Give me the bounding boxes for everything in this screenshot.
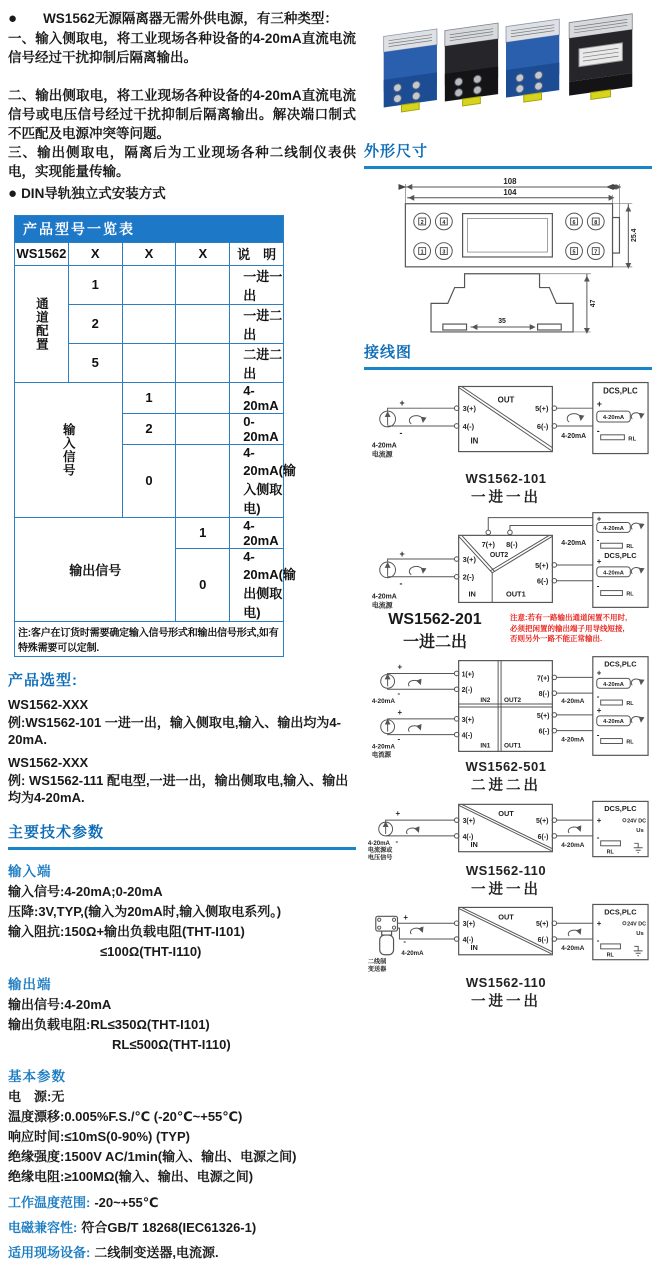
terminal-label: 5(+) bbox=[536, 712, 550, 720]
terminal-number: 5 bbox=[572, 249, 576, 256]
extra-label: 适用现场设备: bbox=[8, 1244, 91, 1260]
minus-sign: - bbox=[399, 578, 403, 589]
empty-cell bbox=[122, 265, 176, 304]
terminal-label: 3(+) bbox=[462, 554, 476, 564]
digit-cell: 2 bbox=[68, 304, 122, 343]
terminal-label: 5(+) bbox=[535, 560, 549, 570]
terminal-label: 6(-) bbox=[537, 936, 549, 944]
terminal-label: 4(-) bbox=[462, 936, 474, 944]
digit-cell: 1 bbox=[68, 265, 122, 304]
source-label: 4-20mA bbox=[367, 839, 390, 847]
terminal-label: 8(-) bbox=[506, 540, 518, 550]
extra-line bbox=[8, 1192, 356, 1211]
plus-sign: + bbox=[397, 707, 403, 717]
source-label: 电压信号 bbox=[367, 854, 393, 862]
source-label: 电流源 bbox=[371, 751, 392, 759]
source-label: 电流源 bbox=[371, 451, 393, 459]
current-source-symbol bbox=[372, 549, 423, 609]
terminal-label: 6(-) bbox=[536, 576, 549, 586]
in2-label: IN2 bbox=[480, 697, 491, 705]
tech-title: 主要技术参数 bbox=[8, 821, 356, 850]
source-label: 变送器 bbox=[367, 966, 387, 974]
wiring-diagram-110a bbox=[360, 798, 652, 899]
desc-cell: 4-20mA(输出侧取电) bbox=[230, 548, 284, 621]
rl-label: RL bbox=[606, 849, 614, 856]
intro-item-2: 二、输出侧取电，将工业现场各种设备的4-20mA直流电流信号或电压信号经过干扰抑制后隔离输出。解决端口制式不匹配及电源冲突等问题。 bbox=[8, 87, 356, 141]
plus-sign: + bbox=[596, 919, 602, 929]
wiring-diagram-201 bbox=[360, 511, 652, 652]
terminal-number: 6 bbox=[572, 219, 576, 226]
diagram-caption bbox=[360, 611, 510, 652]
terminal-number: 3 bbox=[442, 249, 446, 256]
diagram-101-svg bbox=[360, 374, 652, 470]
diagram-caption bbox=[360, 759, 652, 795]
us-label: Us bbox=[636, 827, 644, 834]
out2-label: OUT2 bbox=[504, 697, 522, 705]
intro-item-1: 一、输入侧取电，将工业现场各种设备的4-20mA直流电流信号经过干扰抑制后隔离输出。 bbox=[8, 31, 356, 66]
selection-desc-2: 例: WS1562-111 配电型,一进一出，输出侧取电,输入、输出均为4-20mA. bbox=[8, 773, 349, 806]
wiring-title: 接线图 bbox=[364, 341, 652, 370]
empty-cell bbox=[176, 382, 230, 413]
current-source-symbol bbox=[372, 663, 420, 706]
empty-cell bbox=[176, 343, 230, 382]
dim-25-4: 25.4 bbox=[631, 228, 639, 242]
current-source-symbol bbox=[372, 398, 423, 458]
diagram-caption bbox=[360, 975, 652, 1011]
supply-label: 24V DC bbox=[627, 921, 647, 928]
out2-label: OUT2 bbox=[489, 552, 509, 560]
channel-label: 通道配置 bbox=[15, 265, 69, 382]
model-name: WS1562-101 bbox=[465, 471, 547, 486]
source-label: 电流源或 bbox=[367, 847, 393, 855]
load-label: 4-20mA bbox=[603, 681, 624, 688]
tech-section bbox=[8, 821, 356, 1261]
left-column bbox=[8, 8, 356, 1267]
model-type: 一进一出 bbox=[471, 882, 541, 898]
extra-label: 工作温度范围: bbox=[8, 1194, 91, 1210]
minus-sign: - bbox=[596, 935, 600, 945]
source-label: 4-20mA bbox=[371, 743, 395, 751]
right-column bbox=[360, 0, 652, 1011]
terminal-label: 3(+) bbox=[462, 818, 476, 826]
extra-line bbox=[8, 1217, 356, 1236]
model-number-table bbox=[14, 215, 296, 657]
minus-sign: - bbox=[596, 581, 600, 591]
table-header-cell: WS1562 bbox=[15, 242, 69, 265]
empty-cell bbox=[176, 444, 230, 517]
wire-label: 4-20mA bbox=[561, 841, 585, 849]
desc-cell: 二进二出 bbox=[230, 343, 284, 382]
wire-label: 4-20mA bbox=[561, 432, 587, 440]
source-label: 4-20mA bbox=[401, 949, 424, 957]
rl-label: RL bbox=[626, 544, 634, 551]
desc-cell: 一进一出 bbox=[230, 265, 284, 304]
in-label: IN bbox=[470, 839, 478, 849]
table-note: 注:客户在订货时需要确定输入信号形式和输出信号形式,如有特殊需要可以定制. bbox=[15, 621, 284, 656]
dcs-label: DCS,PLC bbox=[604, 659, 637, 669]
load-label: 4-20mA bbox=[602, 415, 625, 422]
extra-value: 符合GB/T 18268(IEC61326-1) bbox=[81, 1219, 257, 1235]
terminal-number: 2 bbox=[420, 219, 424, 226]
dcs-label: DCS,PLC bbox=[604, 804, 637, 814]
spec-line: ≤100Ω(THT-I110) bbox=[100, 943, 202, 959]
dcs-plc-box bbox=[593, 383, 648, 454]
source-label: 4-20mA bbox=[371, 442, 397, 450]
model-type: 一进一出 bbox=[471, 994, 541, 1010]
dcs-label: DCS,PLC bbox=[604, 551, 637, 561]
minus-sign: - bbox=[399, 427, 403, 438]
terminal-label: 3(+) bbox=[461, 716, 475, 724]
extra-line bbox=[8, 1242, 356, 1261]
product-photo-image bbox=[360, 0, 652, 138]
terminal-label: 6(-) bbox=[538, 728, 550, 736]
spec-line: 输出负载电阻:RL≤350Ω(THT-I101) bbox=[8, 1016, 210, 1032]
dimensions-title: 外形尺寸 bbox=[364, 140, 652, 169]
photo-modules bbox=[384, 14, 633, 115]
empty-cell bbox=[122, 343, 176, 382]
empty-cell bbox=[176, 413, 230, 444]
rl-label: RL bbox=[606, 952, 614, 959]
wiring-diagram-110b bbox=[360, 902, 652, 1011]
minus-sign: - bbox=[395, 836, 399, 846]
minus-sign: - bbox=[403, 936, 407, 946]
wire-label: 4-20mA bbox=[561, 698, 585, 706]
model-type: 一进二出 bbox=[402, 634, 467, 651]
minus-sign: - bbox=[596, 535, 600, 545]
plus-sign: + bbox=[596, 816, 602, 826]
terminal-label: 5(+) bbox=[535, 404, 549, 414]
spec-line: 温度漂移:0.005%F.S./℃ (-20℃~+55℃) bbox=[8, 1109, 243, 1125]
bullet-icon: ● bbox=[8, 10, 18, 27]
dcs-label: DCS,PLC bbox=[603, 386, 638, 396]
terminal-label: 3(+) bbox=[462, 404, 476, 414]
terminal-label: 6(-) bbox=[536, 421, 549, 431]
spec-line: 输入信号:4-20mA;0-20mA bbox=[8, 884, 163, 900]
model-name: WS1562-110 bbox=[465, 863, 547, 878]
terminal-label: 5(+) bbox=[535, 818, 549, 826]
terminal-label: 7(+) bbox=[481, 540, 495, 550]
diagram-501-svg bbox=[360, 654, 652, 758]
wire-label: 4-20mA bbox=[561, 736, 585, 744]
table-header-cell: 说 明 bbox=[230, 242, 284, 265]
dimension-drawing bbox=[360, 173, 652, 339]
empty-cell bbox=[122, 304, 176, 343]
table-header-cell: X bbox=[176, 242, 230, 265]
top-view bbox=[405, 177, 638, 267]
minus-sign: - bbox=[397, 689, 401, 699]
plus-sign: + bbox=[399, 398, 405, 409]
diagram-201-svg bbox=[360, 511, 652, 611]
digit-cell: 1 bbox=[176, 517, 230, 548]
plus-sign: + bbox=[397, 662, 403, 672]
terminal-label: 8(-) bbox=[538, 691, 550, 699]
side-view bbox=[431, 274, 597, 332]
empty-cell bbox=[176, 265, 230, 304]
selection-model-1: WS1562-XXX bbox=[8, 696, 89, 712]
out-label: OUT bbox=[497, 395, 515, 405]
product-photo bbox=[360, 0, 652, 138]
minus-sign: - bbox=[397, 734, 401, 744]
diagram-caption-row bbox=[360, 611, 652, 652]
plus-sign: + bbox=[596, 514, 602, 524]
plus-sign: + bbox=[395, 809, 401, 819]
spec-line: 绝缘强度:1500V AC/1min(输入、输出、电源之间) bbox=[8, 1149, 297, 1165]
selection-desc-1: 例:WS1562-101 一进一出，输入侧取电,输入、输出均为4-20mA. bbox=[8, 714, 341, 747]
spec-line: 响应时间:≤10mS(0-90%) (TYP) bbox=[8, 1129, 190, 1145]
spec-line: 输出信号:4-20mA bbox=[8, 996, 112, 1012]
digit-cell: 2 bbox=[122, 413, 176, 444]
intro-text bbox=[8, 8, 356, 205]
basic-title: 基本参数 bbox=[8, 1069, 66, 1085]
digit-cell: 5 bbox=[68, 343, 122, 382]
minus-sign: - bbox=[596, 730, 600, 740]
desc-cell: 4-20mA(输入侧取电) bbox=[230, 444, 284, 517]
us-label: Us bbox=[636, 931, 644, 938]
spec-line: 压降:3V,TYP,(输入为20mA时,输入侧取电系列。) bbox=[8, 904, 282, 920]
extra-value: -20~+55℃ bbox=[94, 1194, 159, 1210]
terminal-label: 4(-) bbox=[461, 732, 473, 740]
intro-din: ● DIN导轨独立式安装方式 bbox=[8, 185, 166, 203]
model-name: WS1562-110 bbox=[465, 975, 547, 990]
in-label: IN bbox=[468, 589, 476, 599]
digit-cell: 0 bbox=[122, 444, 176, 517]
dim-47: 47 bbox=[589, 299, 597, 308]
table-row bbox=[15, 517, 284, 548]
digit-cell: 0 bbox=[176, 548, 230, 621]
current-source-symbol bbox=[368, 809, 418, 861]
desc-cell: 4-20mA bbox=[230, 382, 284, 413]
spec-line: 绝缘电阻:≥100MΩ(输入、输出、电源之间) bbox=[8, 1169, 254, 1185]
transmitter-icon bbox=[368, 913, 424, 973]
minus-sign: - bbox=[596, 832, 600, 842]
out1-label: OUT1 bbox=[504, 742, 522, 750]
table-row bbox=[15, 382, 284, 413]
terminal-label: 4(-) bbox=[462, 421, 475, 431]
extra-label: 电磁兼容性: bbox=[8, 1219, 78, 1235]
terminal-label: 7(+) bbox=[536, 675, 550, 683]
minus-sign: - bbox=[596, 692, 600, 702]
table-title: 产品型号一览表 bbox=[15, 215, 284, 242]
plus-sign: + bbox=[399, 549, 405, 560]
terminal-number: 4 bbox=[442, 219, 446, 226]
table-header-cell: X bbox=[122, 242, 176, 265]
extra-value: 二线制变送器,电流源. bbox=[94, 1244, 219, 1260]
empty-cell bbox=[176, 304, 230, 343]
load-label: 4-20mA bbox=[603, 525, 624, 532]
in-label: IN bbox=[470, 942, 478, 952]
wiring-diagram-501 bbox=[360, 654, 652, 795]
input-label: 输入信号 bbox=[15, 382, 123, 517]
dim-35: 35 bbox=[498, 318, 506, 326]
terminal-number: 1 bbox=[420, 249, 424, 256]
digit-cell: 1 bbox=[122, 382, 176, 413]
rl-label: RL bbox=[628, 436, 637, 443]
terminal-label: 5(+) bbox=[535, 921, 549, 929]
bullet-icon: ● bbox=[8, 185, 18, 203]
desc-cell: 0-20mA bbox=[230, 413, 284, 444]
input-end-title: 输入端 bbox=[8, 864, 52, 880]
terminal-label: 2(-) bbox=[462, 572, 475, 582]
source-label: 电流源 bbox=[371, 602, 393, 610]
rl-label: RL bbox=[626, 701, 634, 708]
model-type: 二进二出 bbox=[471, 778, 541, 794]
terminal-label: 4(-) bbox=[462, 833, 474, 841]
model-type: 一进一出 bbox=[471, 490, 541, 506]
plus-sign: + bbox=[596, 556, 602, 566]
plus-sign: + bbox=[403, 913, 409, 923]
spec-line: 输入阻抗:150Ω+输出负载电阻(THT-I101) bbox=[8, 924, 245, 940]
intro-headline: ● WS1562无源隔离器无需外供电源，有三种类型： bbox=[8, 10, 338, 27]
output-label: 输出信号 bbox=[15, 517, 176, 621]
rl-label: RL bbox=[626, 591, 634, 598]
in-label: IN bbox=[470, 436, 479, 446]
desc-cell: 一进二出 bbox=[230, 304, 284, 343]
diagram-caption bbox=[360, 471, 652, 507]
dcs-plc-box bbox=[593, 904, 648, 959]
desc-cell: 4-20mA bbox=[230, 517, 284, 548]
rl-label: RL bbox=[626, 739, 634, 746]
diagram-caption bbox=[360, 863, 652, 899]
table-header-cell: X bbox=[68, 242, 122, 265]
plus-sign: + bbox=[596, 668, 602, 678]
out-label: OUT bbox=[498, 912, 514, 922]
wire-label: 4-20mA bbox=[561, 540, 587, 548]
diagram-110a-svg bbox=[360, 798, 652, 862]
output-end-title: 输出端 bbox=[8, 976, 52, 992]
dim-108: 108 bbox=[503, 176, 517, 186]
intro-item-3: 三、输出侧取电，隔离后为工业现场各种二线制仪表供电，实现能量传输。 bbox=[8, 145, 356, 180]
terminal-label: 1(+) bbox=[461, 671, 475, 679]
spec-line: RL≤500Ω(THT-I110) bbox=[112, 1036, 231, 1052]
model-name: WS1562-201 bbox=[388, 611, 482, 628]
load-label: 4-20mA bbox=[603, 719, 624, 726]
dcs-plc-box bbox=[593, 801, 648, 856]
dcs-plc-box bbox=[593, 513, 648, 608]
plus-sign: + bbox=[596, 399, 602, 410]
in1-label: IN1 bbox=[480, 742, 491, 750]
dim-104: 104 bbox=[503, 187, 517, 197]
supply-label: 24V DC bbox=[627, 818, 647, 825]
load-label: 4-20mA bbox=[603, 570, 624, 577]
source-label: 4-20mA bbox=[371, 593, 397, 601]
terminal-label: 3(+) bbox=[462, 921, 476, 929]
source-label: 二线制 bbox=[367, 958, 387, 966]
dcs-plc-box bbox=[593, 657, 648, 756]
selection-section bbox=[8, 669, 356, 808]
source-label: 4-20mA bbox=[371, 698, 395, 706]
terminal-label: 2(-) bbox=[461, 687, 473, 695]
out1-label: OUT1 bbox=[506, 589, 526, 599]
spec-line: 电 源:无 bbox=[8, 1089, 65, 1105]
selection-model-2: WS1562-XXX bbox=[8, 755, 89, 771]
wire-label: 4-20mA bbox=[561, 944, 585, 952]
terminal-number: 7 bbox=[594, 249, 598, 256]
wiring-diagram-101 bbox=[360, 374, 652, 507]
terminal-label: 6(-) bbox=[537, 833, 549, 841]
terminal-number: 8 bbox=[594, 219, 598, 226]
diagram-110b-svg bbox=[360, 902, 652, 974]
warning-note: 注意:若有一路输出通道闲置不用时, 必须把闲置的输出端子用导线短接, 否则另外一路不能正常输出. bbox=[510, 613, 628, 643]
table-row bbox=[15, 265, 284, 304]
plus-sign: + bbox=[596, 705, 602, 715]
current-source-symbol bbox=[372, 708, 420, 758]
out-label: OUT bbox=[498, 809, 514, 819]
minus-sign: - bbox=[596, 425, 600, 436]
selection-title: 产品选型: bbox=[8, 671, 78, 689]
model-name: WS1562-501 bbox=[465, 759, 547, 774]
dcs-label: DCS,PLC bbox=[604, 907, 637, 917]
